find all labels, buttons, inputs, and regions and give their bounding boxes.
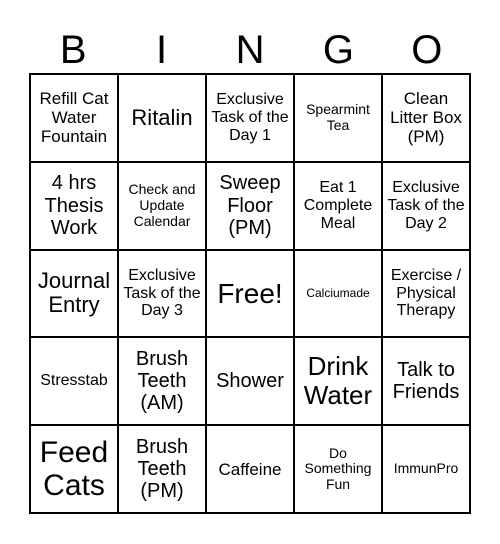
bingo-cell[interactable]: Exclusive Task of the Day 2 xyxy=(382,162,470,250)
header-letter-g: G xyxy=(322,28,354,72)
bingo-cell[interactable]: Feed Cats xyxy=(30,425,118,513)
bingo-cell[interactable]: Check and Update Calendar xyxy=(118,162,206,250)
bingo-cell[interactable]: Sweep Floor (PM) xyxy=(206,162,294,250)
bingo-cell[interactable]: Journal Entry xyxy=(30,250,118,338)
header-letter-b: B xyxy=(59,28,87,72)
bingo-cell[interactable]: Calciumade xyxy=(294,250,382,338)
bingo-cell[interactable]: 4 hrs Thesis Work xyxy=(30,162,118,250)
bingo-cell[interactable]: Talk to Friends xyxy=(382,337,470,425)
bingo-cell[interactable]: Do Something Fun xyxy=(294,425,382,513)
bingo-cell[interactable]: Exercise / Physical Therapy xyxy=(382,250,470,338)
bingo-cell[interactable]: Stresstab xyxy=(30,337,118,425)
bingo-cell[interactable]: Eat 1 Complete Meal xyxy=(294,162,382,250)
header-letter-n: N xyxy=(235,28,265,72)
bingo-header xyxy=(29,28,471,72)
bingo-cell[interactable]: Clean Litter Box (PM) xyxy=(382,74,470,162)
bingo-cell[interactable]: Brush Teeth (AM) xyxy=(118,337,206,425)
bingo-grid xyxy=(29,73,471,514)
header-letter-i: I xyxy=(156,28,168,72)
bingo-cell[interactable]: Shower xyxy=(206,337,294,425)
bingo-cell[interactable]: Caffeine xyxy=(206,425,294,513)
bingo-cell[interactable]: Exclusive Task of the Day 3 xyxy=(118,250,206,338)
bingo-cell[interactable]: Ritalin xyxy=(118,74,206,162)
bingo-cell[interactable]: ImmunPro xyxy=(382,425,470,513)
bingo-cell[interactable]: Refill Cat Water Fountain xyxy=(30,74,118,162)
header-letter-o: O xyxy=(411,28,443,72)
bingo-cell[interactable]: Exclusive Task of the Day 1 xyxy=(206,74,294,162)
free-space-cell[interactable]: Free! xyxy=(206,250,294,338)
bingo-cell[interactable]: Drink Water xyxy=(294,337,382,425)
bingo-cell[interactable]: Brush Teeth (PM) xyxy=(118,425,206,513)
bingo-cell[interactable]: Spearmint Tea xyxy=(294,74,382,162)
